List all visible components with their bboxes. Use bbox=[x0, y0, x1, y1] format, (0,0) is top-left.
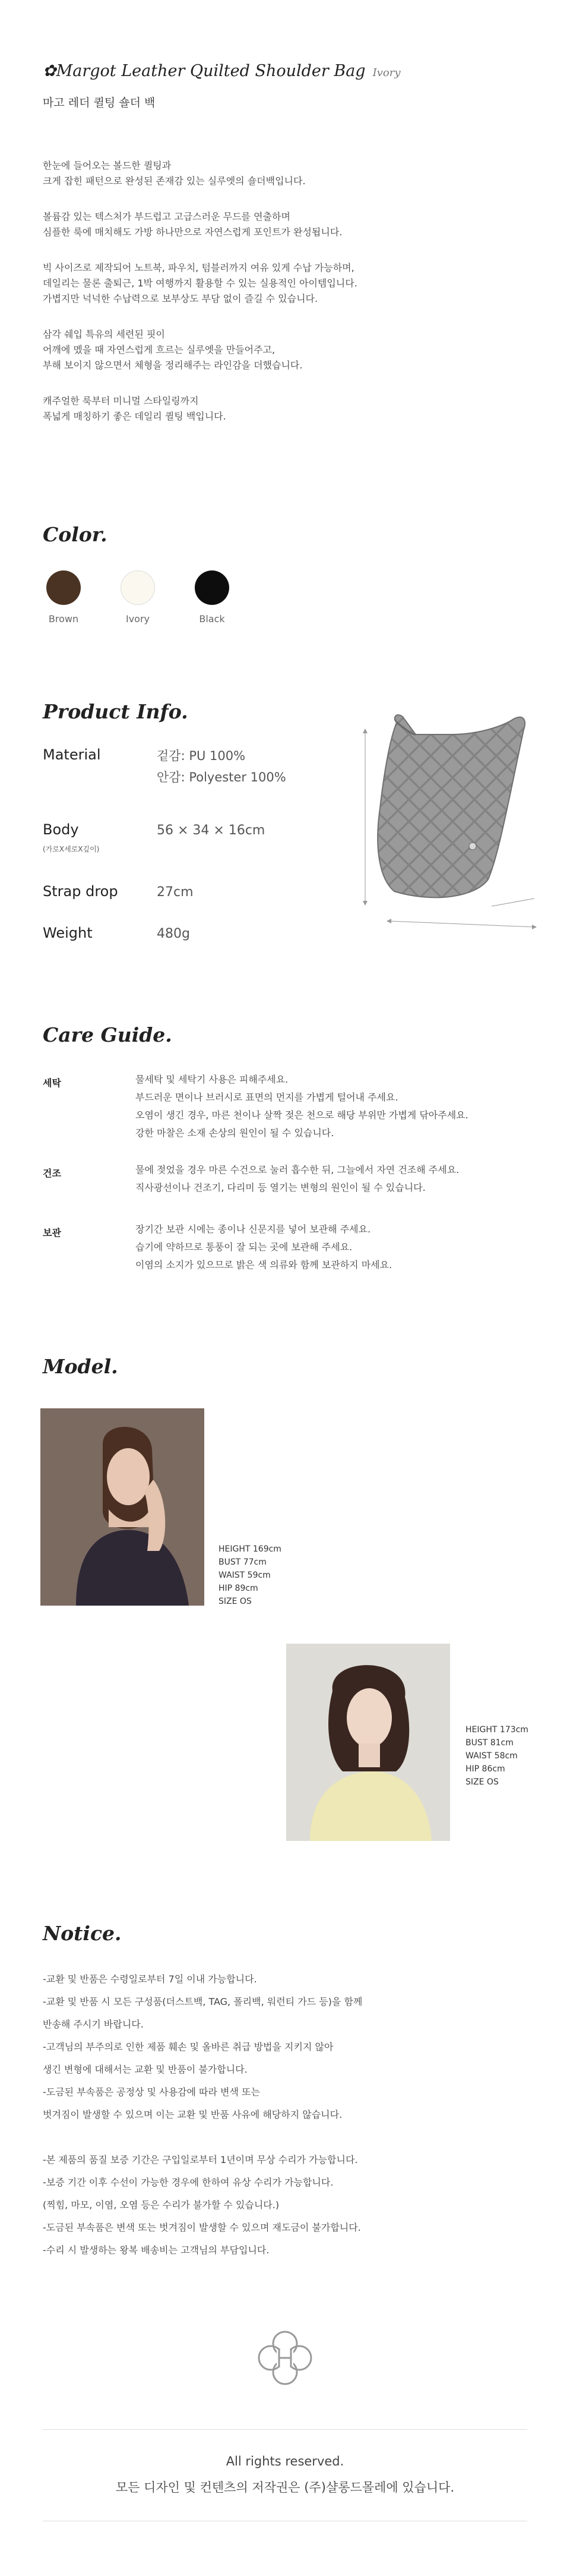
notice-line: -본 제품의 품질 보증 기간은 구입일로부터 1년이며 무상 수리가 가능합니다. bbox=[43, 2154, 358, 2165]
model-photo-1 bbox=[40, 1408, 204, 1606]
notice-line: 벗겨짐이 발생할 수 있으며 이는 교환 및 반품 사유에 해당하지 않습니다. bbox=[43, 2109, 343, 2120]
care-wash-label: 세탁 bbox=[43, 1077, 61, 1089]
swatch-label: Black bbox=[199, 613, 225, 625]
footer-divider-top bbox=[43, 2429, 527, 2430]
swatch-label: Brown bbox=[48, 613, 79, 625]
care-line: 강한 마찰은 소재 손상의 원인이 될 수 있습니다. bbox=[135, 1127, 334, 1139]
material-outer: 겉감: PU 100% bbox=[157, 749, 246, 763]
model-stat: HEIGHT 173cm bbox=[466, 1725, 528, 1735]
notice-line: -수리 시 발생하는 왕복 배송비는 고객님의 부담입니다. bbox=[43, 2244, 270, 2256]
strap-drop-value: 27cm bbox=[157, 885, 194, 900]
care-line: 장기간 보관 시에는 종이나 신문지를 넣어 보관해 주세요. bbox=[135, 1224, 371, 1235]
model-stat: BUST 77cm bbox=[218, 1557, 267, 1567]
model-stat: HIP 89cm bbox=[218, 1584, 258, 1593]
body-value: 56 × 34 × 16cm bbox=[157, 823, 265, 838]
description-paragraph: 한눈에 들어오는 볼드한 퀼팅과 크게 잡힌 패턴으로 완성된 존재감 있는 실루엣의 숄더백입니다. bbox=[43, 160, 306, 187]
notice-line: -도금된 부속품은 공정상 및 사용감에 따라 변색 또는 bbox=[43, 2086, 260, 2098]
model-stat: WAIST 59cm bbox=[218, 1571, 271, 1580]
brand-logo-icon bbox=[253, 2326, 317, 2390]
model-2-stats bbox=[466, 1723, 528, 1789]
color-section-title: Color. bbox=[43, 523, 107, 546]
model-stat: SIZE OS bbox=[466, 1777, 499, 1787]
care-wash-text bbox=[135, 1071, 551, 1142]
model-stat: HIP 86cm bbox=[466, 1764, 505, 1774]
color-swatch bbox=[195, 570, 229, 605]
product-variant: Ivory bbox=[372, 67, 401, 79]
notice-line: 생긴 변형에 대해서는 교환 및 반품이 불가합니다. bbox=[43, 2064, 248, 2075]
bag-dimension-illustration bbox=[332, 701, 564, 951]
product-title-row bbox=[43, 62, 400, 80]
product-title: ✿Margot Leather Quilted Shoulder Bag bbox=[43, 62, 366, 80]
material-inner: 안감: Polyester 100% bbox=[157, 770, 286, 784]
notice-line: -보증 기간 이후 수선이 가능한 경우에 한하여 유상 수리가 가능합니다. bbox=[43, 2177, 334, 2188]
color-option-black[interactable] bbox=[191, 570, 233, 625]
notice-warranty-text bbox=[43, 2149, 542, 2262]
color-option-ivory[interactable] bbox=[117, 570, 159, 625]
model-stat: WAIST 58cm bbox=[466, 1751, 518, 1761]
care-line: 부드러운 면이나 브러시로 표면의 먼지를 가볍게 털어내 주세요. bbox=[135, 1092, 398, 1103]
notice-line: -도금된 부속품은 변색 또는 벗겨짐이 발생할 수 있으며 재도금이 불가합니다. bbox=[43, 2222, 361, 2233]
notice-line: 반송해 주시기 바랍니다. bbox=[43, 2019, 144, 2030]
care-line: 습기에 약하므로 통풍이 잘 되는 곳에 보관해 주세요. bbox=[135, 1241, 353, 1253]
weight-value: 480g bbox=[157, 926, 190, 941]
care-line: 오염이 생긴 경우, 마른 천이나 살짝 젖은 천으로 해당 부위만 가볍게 닦아주세요. bbox=[135, 1109, 468, 1121]
product-description bbox=[43, 158, 530, 444]
swatch-label: Ivory bbox=[125, 613, 150, 625]
description-paragraph: 빅 사이즈로 제작되어 노트북, 파우치, 텀블러까지 여유 있게 수납 가능하며, 데일리는 물론 출퇴근, 1박 여행까지 활용할 수 있는 실용적인 아이템입니다. 가볍지만 넉넉한 수납력으로 보부상도 부담 없이 즐길 수 있습니다. bbox=[43, 262, 357, 304]
care-line: 이염의 소지가 있으므로 밝은 색 의류와 함께 보관하지 마세요. bbox=[135, 1259, 392, 1270]
description-paragraph: 볼륨감 있는 텍스처가 부드럽고 고급스러운 무드를 연출하며 심플한 룩에 매치해도 가방 하나만으로 자연스럽게 포인트가 완성됩니다. bbox=[43, 211, 343, 238]
notice-line: (찍힘, 마모, 이염, 오염 등은 수리가 불가할 수 있습니다.) bbox=[43, 2199, 280, 2211]
care-guide-title: Care Guide. bbox=[43, 1023, 172, 1046]
care-line: 물에 젖었을 경우 마른 수건으로 눌러 흡수한 뒤, 그늘에서 자연 건조해 주세요. bbox=[135, 1164, 460, 1175]
product-info-title: Product Info. bbox=[43, 700, 188, 723]
model-stat: BUST 81cm bbox=[466, 1738, 514, 1748]
weight-label: Weight bbox=[43, 925, 93, 941]
description-paragraph: 삼각 쉐입 특유의 세련된 핏이 어깨에 멨을 때 자연스럽게 흐르는 실루엣을 만들어주고, 부해 보이지 않으면서 체형을 정리해주는 라인감을 더했습니다. bbox=[43, 329, 303, 371]
model-stat: HEIGHT 169cm bbox=[218, 1544, 281, 1554]
model-1-stats bbox=[218, 1543, 281, 1608]
care-dry-label: 건조 bbox=[43, 1168, 61, 1179]
description-paragraph: 캐주얼한 룩부터 미니멀 스타일링까지 폭넓게 매칭하기 좋은 데일리 퀼팅 백입니다. bbox=[43, 395, 226, 422]
notice-line: -고객님의 부주의로 인한 제품 훼손 및 올바른 취급 방법을 지키지 않아 bbox=[43, 2041, 334, 2052]
color-option-brown[interactable] bbox=[43, 570, 84, 625]
notice-line: -교환 및 반품은 수령일로부터 7일 이내 가능합니다. bbox=[43, 1973, 257, 1985]
care-storage-label: 보관 bbox=[43, 1227, 61, 1238]
footer-copyright: 모든 디자인 및 컨텐츠의 저작권은 (주)샬롱드몰레에 있습니다. bbox=[115, 2480, 455, 2495]
care-line: 물세탁 및 세탁기 사용은 피해주세요. bbox=[135, 1074, 289, 1085]
color-swatch bbox=[46, 570, 81, 605]
strap-drop-label: Strap drop bbox=[43, 883, 118, 900]
notice-exchange-text bbox=[43, 1968, 542, 2126]
material-label: Material bbox=[43, 746, 101, 763]
model-photo-2 bbox=[286, 1644, 450, 1841]
model-section-title: Model. bbox=[43, 1355, 118, 1378]
color-swatch bbox=[121, 570, 155, 605]
footer-rights: All rights reserved. bbox=[226, 2454, 344, 2468]
model-stat: SIZE OS bbox=[218, 1597, 252, 1606]
body-label: Body bbox=[43, 821, 79, 838]
care-storage-text bbox=[135, 1221, 551, 1274]
care-dry-text bbox=[135, 1161, 551, 1197]
notice-title: Notice. bbox=[43, 1922, 122, 1945]
notice-line: -교환 및 반품 시 모든 구성품(더스트백, TAG, 폴리백, 워런티 가드 등)을 함께 bbox=[43, 1996, 363, 2007]
body-sublabel: (가로X세로X깊이) bbox=[43, 845, 100, 853]
care-line: 직사광선이나 건조기, 다리미 등 열기는 변형의 원인이 될 수 있습니다. bbox=[135, 1182, 426, 1193]
product-subtitle: 마고 레더 퀼팅 숄더 백 bbox=[43, 96, 156, 109]
